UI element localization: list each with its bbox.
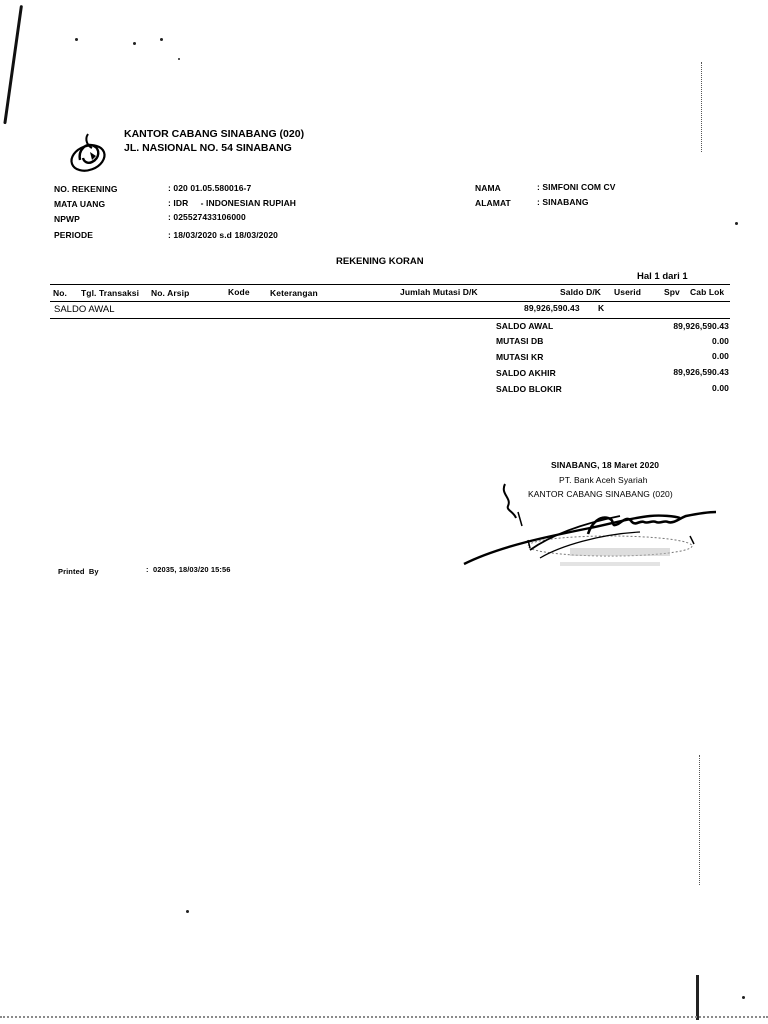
summary-value: 0.00 [712,336,729,346]
page-number: Hal 1 dari 1 [637,271,688,282]
account-label-mata-uang: MATA UANG [54,199,106,209]
scan-speck [186,910,189,913]
scan-speck [133,42,136,45]
col-kode: Kode [228,287,250,297]
summary-value: 0.00 [712,351,729,361]
account-label-nama: NAMA [475,183,501,193]
scan-speck [160,38,163,41]
scan-edge-mark [696,975,699,1020]
scan-edge-mark [3,5,23,124]
summary-label: SALDO BLOKIR [496,384,562,394]
account-value-nama: : SIMFONI COM CV [537,182,616,192]
printed-by-label: Printed By [58,567,99,576]
account-value-periode: : 18/03/2020 s.d 18/03/2020 [168,230,278,240]
account-value-mata-uang: : IDR - INDONESIAN RUPIAH [168,198,297,208]
signature-bank-name: PT. Bank Aceh Syariah [559,475,648,485]
row-dk: K [598,303,605,313]
scan-speck [178,58,180,60]
col-no-arsip: No. Arsip [151,288,190,298]
scan-edge-mark [699,755,701,885]
signature-branch: KANTOR CABANG SINABANG (020) [528,489,673,499]
col-keterangan: Keterangan [270,288,318,298]
summary-value: 89,926,590.43 [673,321,729,331]
col-jumlah-mutasi: Jumlah Mutasi D/K [400,287,478,297]
col-saldo-dk: Saldo D/K [560,287,602,297]
col-userid: Userid [614,287,642,297]
account-label-alamat: ALAMAT [475,198,511,208]
summary-label: MUTASI DB [496,336,544,346]
summary-block [496,321,732,401]
account-value-npwp: : 025527433106000 [168,212,246,222]
scan-speck [735,222,738,225]
summary-label: SALDO AKHIR [496,368,556,378]
printed-by-value: : 02035, 18/03/20 15:56 [146,565,231,574]
scan-speck [75,38,78,41]
summary-label: SALDO AWAL [496,321,554,331]
table-bottom-rule [50,318,730,319]
account-value-alamat: : SINABANG [537,197,589,207]
scan-bottom-noise [0,1016,768,1022]
account-label-no-rekening: NO. REKENING [54,184,118,194]
bank-logo-icon [66,128,116,176]
scan-speck [742,996,745,999]
table-header-rule [50,301,730,302]
summary-value: 0.00 [712,383,729,393]
summary-value: 89,926,590.43 [673,367,729,377]
summary-label: MUTASI KR [496,352,544,362]
account-value-no-rekening: : 020 01.05.580016-7 [168,183,252,193]
scan-edge-mark [701,62,703,152]
bank-office-address: JL. NASIONAL NO. 54 SINABANG [124,142,292,154]
table-row [50,303,730,317]
col-spv: Spv [664,287,680,297]
row-amount: 89,926,590.43 [524,303,580,313]
account-label-periode: PERIODE [54,230,93,240]
account-label-npwp: NPWP [54,214,80,224]
table-top-rule [50,284,730,285]
signature-place-date: SINABANG, 18 Maret 2020 [551,460,660,470]
statement-title: REKENING KORAN [336,256,424,267]
row-label: SALDO AWAL [54,304,115,315]
bank-office-title: KANTOR CABANG SINABANG (020) [124,128,305,140]
col-tgl-transaksi: Tgl. Transaksi [81,288,140,298]
table-header [50,287,730,301]
col-no: No. [53,288,67,298]
handwritten-signature [460,476,730,576]
col-cab-lok: Cab Lok [690,287,725,297]
